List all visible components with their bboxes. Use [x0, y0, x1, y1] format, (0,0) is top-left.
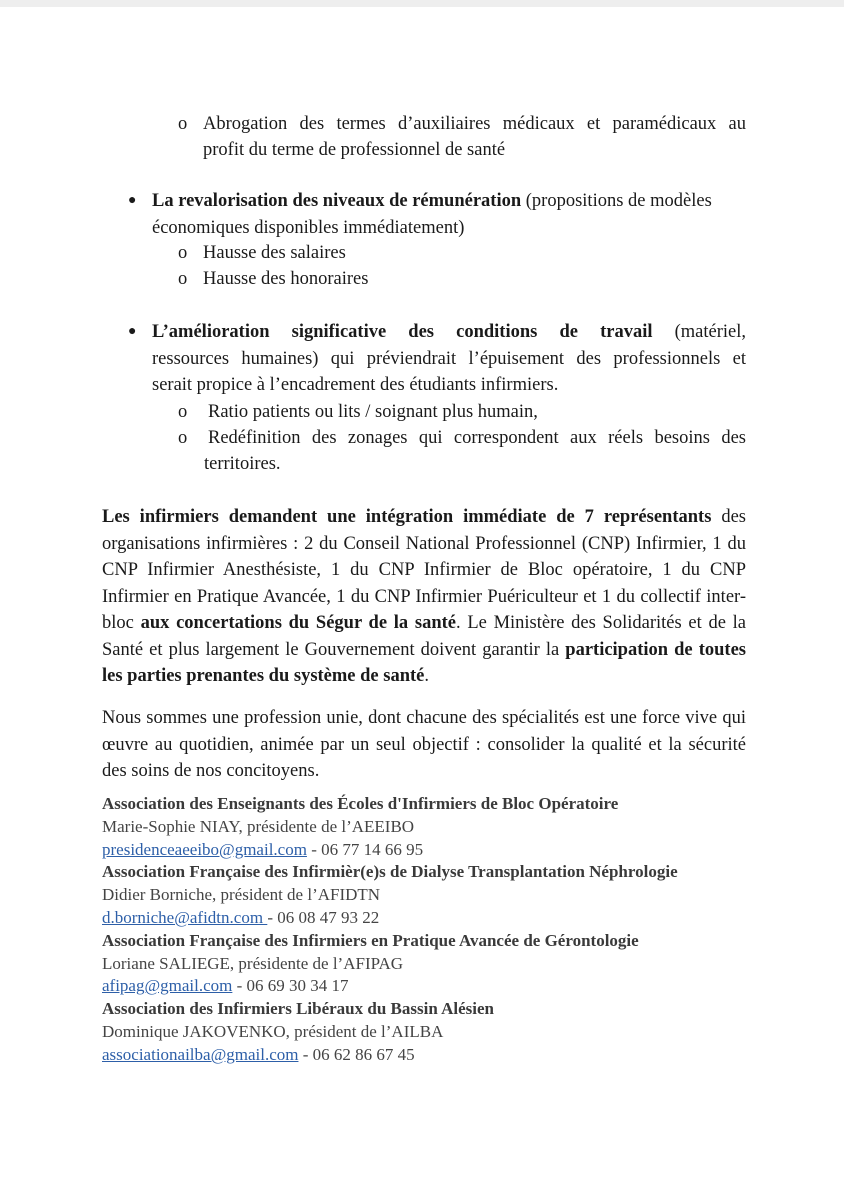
- contacts-list: [102, 793, 762, 1067]
- contact-phone: - 06 69 30 34 17: [232, 976, 349, 996]
- amelioration-line-2: ressources humaines) qui préviendrait l’épuisement des professionnels et: [152, 348, 746, 369]
- contact-person: Didier Borniche, président de l’AFIDTN: [102, 885, 381, 905]
- revalorisation-title: La revalorisation des niveaux de rémunération: [152, 191, 522, 211]
- contact-organization: Association des Enseignants des Écoles d'Infirmiers de Bloc Opératoire: [102, 794, 619, 813]
- zonages-line-1: Redéfinition des zonages qui correspondent aux réels besoins des: [208, 428, 746, 448]
- contact-phone: - 06 62 86 67 45: [298, 1044, 415, 1064]
- contact-person: Loriane SALIEGE, présidente de l’AFIPAG: [102, 953, 404, 973]
- contact-block: [102, 793, 762, 861]
- amelioration-title: L’amélioration significative des conditions de travail: [152, 322, 653, 342]
- demande-text-1: des organisations infirmières : 2 du Conseil National Professionnel (CNP) Infirmier, 1 du CNP Infirmier Anesthésiste, 1 du CNP Infirmier de Bloc opératoire, 1 du CNP Infirmier en Pratique Avancée, 1 du CNP Infirmier Puériculteur et 1 du collectif inter-bloc: [102, 507, 746, 633]
- circle-bullet-icon: o: [178, 114, 188, 134]
- subitem-salaires-text: Hausse des salaires: [203, 243, 346, 263]
- subitem-honoraires-text: Hausse des honoraires: [203, 269, 369, 289]
- contact-email-link[interactable]: d.borniche@afidtn.com: [102, 907, 268, 927]
- contact-line: [102, 1044, 762, 1067]
- demande-bold-2: aux concertations du Ségur de la santé: [140, 613, 456, 633]
- contact-email-link[interactable]: afipag@gmail.com: [102, 976, 233, 996]
- abrogation-line-1: Abrogation des termes d’auxiliaires médicaux et paramédicaux au: [203, 114, 746, 134]
- demande-text-3: .: [424, 666, 429, 686]
- abrogation-line-2: profit du terme de professionnel de santé: [203, 140, 506, 160]
- contact-organization: Association Française des Infirmiers en Pratique Avancée de Gérontologie: [102, 930, 639, 950]
- circle-bullet-icon: o: [178, 243, 188, 263]
- contact-block: [102, 998, 762, 1066]
- contact-phone: - 06 77 14 66 95: [306, 839, 424, 859]
- bullet-dot-icon: ●: [128, 324, 137, 339]
- contact-organization: Association Française des Infirmièr(e)s de Dialyse Transplantation Néphrologie: [102, 862, 678, 882]
- revalorisation-line-2: économiques disponibles immédiatement): [152, 217, 465, 238]
- contact-person: Marie-Sophie NIAY, présidente de l’AEEIBO: [102, 816, 415, 836]
- bullet-dot-icon: ●: [128, 193, 137, 208]
- revalorisation-line-1: La revalorisation des niveaux de rémunération (propositions de modèles: [152, 191, 712, 211]
- contact-line: [102, 907, 762, 930]
- subitem-ratio-text: Ratio patients ou lits / soignant plus humain,: [208, 402, 538, 422]
- contact-block: [102, 861, 762, 929]
- paragraph-demande: [102, 504, 746, 690]
- contact-phone: - 06 08 47 93 22: [267, 907, 380, 927]
- contact-organization: Association des Infirmiers Libéraux du Bassin Alésien: [102, 999, 494, 1019]
- contact-email-link[interactable]: presidenceaeeibo@gmail.com: [102, 839, 307, 859]
- contact-email-link[interactable]: associationailba@gmail.com: [102, 1044, 299, 1064]
- paragraph-unie: Nous sommes une profession unie, dont chacune des spécialités est une force vive qui œuvre au quotidien, animée par un seul objectif : consolider la qualité et la sécurité des soins de nos concitoyens.: [102, 708, 746, 781]
- amelioration-line-1: L’amélioration significative des conditions de travail (matériel,: [152, 322, 746, 342]
- zonages-line-2: territoires.: [204, 454, 281, 474]
- contact-block: [102, 930, 762, 998]
- circle-bullet-icon: o: [178, 428, 188, 448]
- amelioration-line-3: serait propice à l’encadrement des étudiants infirmiers.: [152, 375, 559, 395]
- circle-bullet-icon: o: [178, 269, 188, 289]
- contact-line: [102, 975, 762, 998]
- demande-text-2: . Le Ministère des Solidarités et de la Santé et plus largement le Gouvernement doivent garantir la: [102, 613, 747, 660]
- contact-person: Dominique JAKOVENKO, président de l’AILBA: [102, 1021, 444, 1041]
- contact-line: [102, 839, 762, 862]
- circle-bullet-icon: o: [178, 402, 188, 422]
- demande-bold-3: participation de toutes les parties prenantes du système de santé: [102, 639, 746, 686]
- demande-bold-1: Les infirmiers demandent une intégration immédiate de 7 représentants: [102, 507, 712, 527]
